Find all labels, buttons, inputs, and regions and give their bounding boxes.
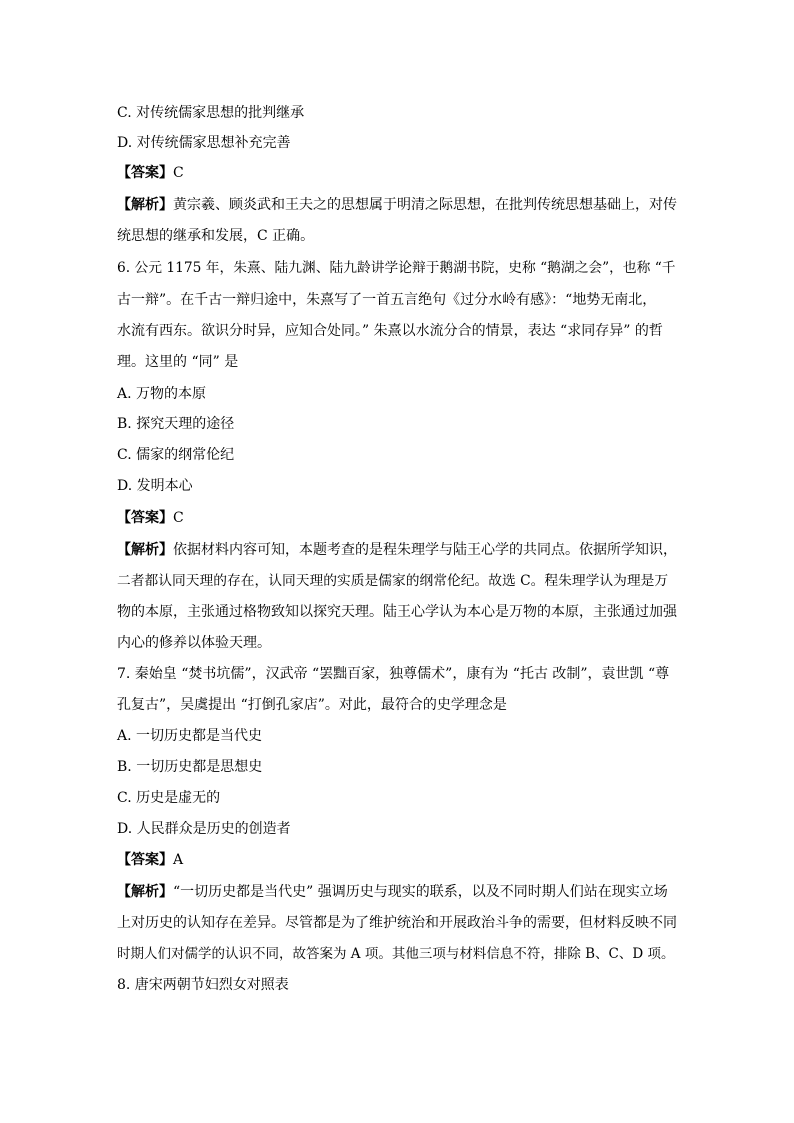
q6-analysis-line: [117, 535, 677, 566]
q5-analysis-line: [117, 190, 677, 221]
q6-analysis-line: 二者都认同天理的存在，认同天理的实质是儒家的纲常伦纪。故选 C。程朱理学认为理是万: [117, 573, 669, 589]
answer-value: C: [173, 165, 184, 181]
q7-stem-line: 7. 秦始皇 “焚书坑儒”，汉武帝 “罢黜百家，独尊儒术”，康有为 “托古 改制”，袁世凯 “尊: [117, 666, 670, 682]
q6-option-b: B. 探究天理的途径: [117, 416, 235, 432]
analysis-text: 依据材料内容可知，本题考查的是程朱理学与陆王心学的共同点。依据所学知识，: [173, 542, 677, 558]
analysis-text: 黄宗羲、顾炎武和王夫之的思想属于明清之际思想，在批判传统思想基础上，对传: [173, 197, 677, 213]
q5-option-d: D. 对传统儒家思想补充完善: [117, 135, 291, 151]
q8-stem: 8. 唐宋两朝节妇烈女对照表: [117, 977, 289, 993]
analysis-tag: 【解析】: [117, 884, 173, 900]
q6-stem-line: 古一辩”。在千古一辩归途中，朱熹写了一首五言绝句《过分水岭有感》：“地势无南北，: [117, 292, 657, 308]
analysis-tag: 【解析】: [117, 197, 173, 213]
q7-option-d: D. 人民群众是历史的创造者: [117, 821, 291, 837]
q6-option-c: C. 儒家的纲常伦纪: [117, 447, 235, 463]
q7-option-a: A. 一切历史都是当代史: [117, 728, 263, 744]
q6-stem-line: 水流有西东。欲识分时异，应知合处同。” 朱熹以水流分合的情景，表达 “求同存异” 的哲: [117, 323, 663, 339]
q6-stem-line: 理。这里的 “同” 是: [117, 354, 239, 370]
q7-option-b: B. 一切历史都是思想史: [117, 759, 263, 775]
q5-answer: [117, 158, 677, 189]
q6-answer: [117, 503, 677, 534]
q5-option-c: C. 对传统儒家思想的批判继承: [117, 105, 305, 121]
answer-value: C: [173, 510, 184, 526]
answer-tag: 【答案】: [117, 852, 173, 868]
q7-analysis-line: [117, 877, 677, 908]
q5-analysis-line: 统思想的继承和发展，C 正确。: [117, 228, 315, 244]
q6-analysis-line: 物的本原，主张通过格物致知以探究天理。陆王心学认为本心是万物的本原，主张通过加强: [117, 604, 677, 620]
analysis-tag: 【解析】: [117, 542, 173, 558]
answer-tag: 【答案】: [117, 510, 173, 526]
q6-analysis-line: 内心的修养以体验天理。: [117, 635, 271, 651]
q7-analysis-line: 时期人们对儒学的认识不同，故答案为 A 项。其他三项与材料信息不符，排除 B、C、D 项。: [117, 946, 675, 962]
q6-stem-line: 6. 公元 1175 年，朱熹、陆九渊、陆九龄讲学论辩于鹅湖书院，史称 “鹅湖之会”，也称 “千: [117, 260, 676, 276]
q6-option-a: A. 万物的本原: [117, 386, 207, 402]
answer-tag: 【答案】: [117, 165, 173, 181]
q7-answer: [117, 845, 677, 876]
analysis-text: “一切历史都是当代史” 强调历史与现实的联系，以及不同时期人们站在现实立场: [173, 884, 668, 900]
answer-value: A: [173, 852, 184, 868]
q6-option-d: D. 发明本心: [117, 478, 193, 494]
q7-stem-line: 孔复古”，吴虞提出 “打倒孔家店”。对此，最符合的史学理念是: [117, 697, 507, 713]
q7-analysis-line: 上对历史的认知存在差异。尽管都是为了维护统治和开展政治斗争的需要，但材料反映不同: [117, 915, 677, 931]
q7-option-c: C. 历史是虚无的: [117, 790, 221, 806]
